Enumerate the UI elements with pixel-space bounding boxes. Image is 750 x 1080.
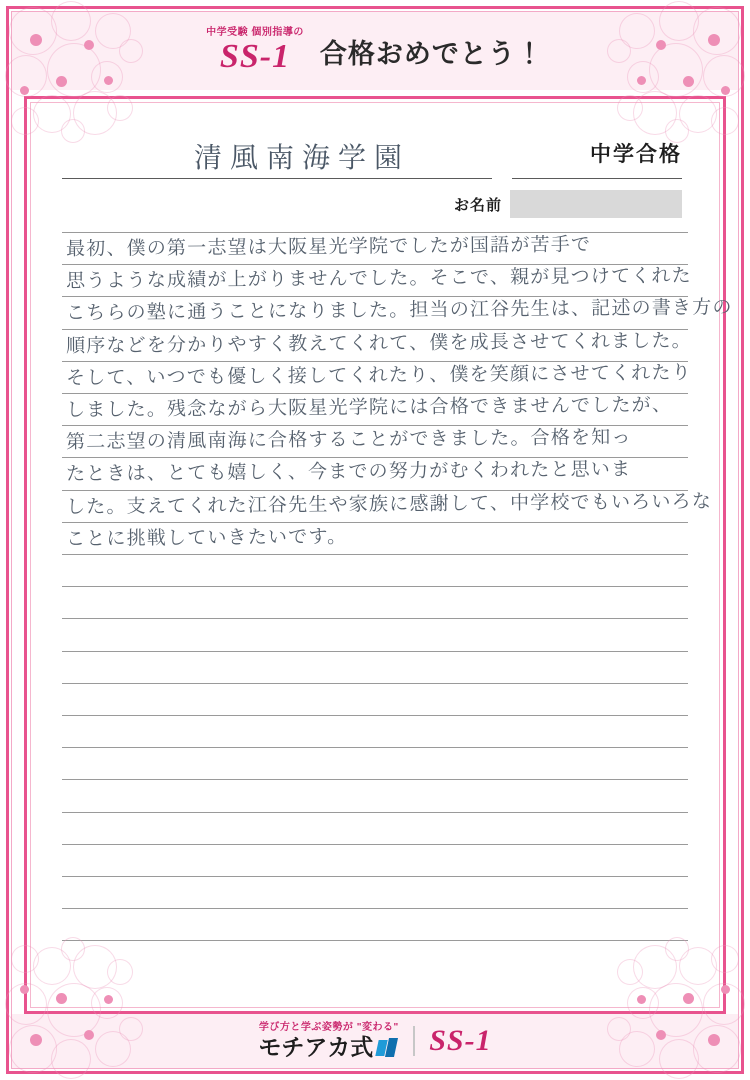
school-name-underline: [62, 178, 492, 179]
header-title-wrap: [12, 12, 738, 90]
brand-name: SS-1: [219, 38, 291, 75]
handwritten-line: 最初、僕の第一志望は大阪星光学院でしたが国語が苦手で: [65, 233, 592, 260]
rule-line: [62, 908, 688, 909]
rule-line: [62, 651, 688, 652]
name-label: お名前: [453, 197, 502, 214]
handwritten-line: 第二志望の清風南海に合格することができました。合格を知っ: [65, 426, 632, 453]
handwritten-line: こちらの塾に通うことになりました。担当の江谷先生は、記述の書き方の: [65, 296, 733, 324]
name-row: [62, 190, 682, 224]
rule-line: [62, 747, 688, 748]
school-row: [62, 130, 682, 182]
handwritten-line: ことに挑戦していきたいです。: [65, 525, 348, 550]
handwritten-line: そして、いつでも優しく接してくれたり、僕を笑顔にさせてくれたり: [65, 361, 692, 389]
footer-brand-name: SS-1: [429, 1024, 492, 1057]
rule-line: [62, 940, 688, 941]
rule-line: [62, 876, 688, 877]
rule-line: [62, 715, 688, 716]
result-badge-underline: [512, 178, 682, 179]
congratulations-text: 合格おめでとう！: [319, 38, 544, 69]
handwritten-line: たときは、とても嬉しく、今までの努力がむくわれたと思いま: [65, 458, 632, 485]
footer-inner: [258, 1023, 491, 1059]
handwritten-line: 順序などを分かりやすく教えてくれて、僕を成長させてくれました。: [65, 329, 692, 357]
footer-logo-row: [258, 1036, 399, 1059]
footer-divider: [413, 1026, 415, 1056]
name-redacted-box: [510, 190, 682, 218]
footer-band: [12, 1014, 738, 1068]
rule-line: [62, 812, 688, 813]
result-badge: 中学合格: [590, 143, 682, 166]
handwritten-line: した。支えてくれた江谷先生や家族に感謝して、中学校でもいろいろな: [65, 490, 713, 518]
rule-line: [62, 779, 688, 780]
footer-brand-block: [258, 1023, 399, 1059]
rule-line: [62, 844, 688, 845]
header-band: [12, 12, 738, 90]
brand-block: [206, 28, 304, 74]
rule-line: [62, 618, 688, 619]
brand-kicker: 中学受験 個別指導の: [206, 27, 304, 38]
footer-kicker: 学び方と学ぶ姿勢が "変わる": [258, 1022, 399, 1033]
rule-line: [62, 554, 688, 555]
name-value: [510, 190, 682, 218]
handwritten-line: 思うような成績が上がりませんでした。そこで、親が見つけてくれた: [65, 264, 692, 292]
arrow-mark-icon: [377, 1038, 399, 1058]
footer-logo-text: モチアカ式: [258, 1034, 374, 1060]
rule-line: [62, 683, 688, 684]
school-name: 清風南海学園: [193, 141, 410, 174]
rule-line: [62, 586, 688, 587]
handwritten-line: しました。残念ながら大阪星光学院には合格できませんでしたが、: [65, 393, 673, 421]
